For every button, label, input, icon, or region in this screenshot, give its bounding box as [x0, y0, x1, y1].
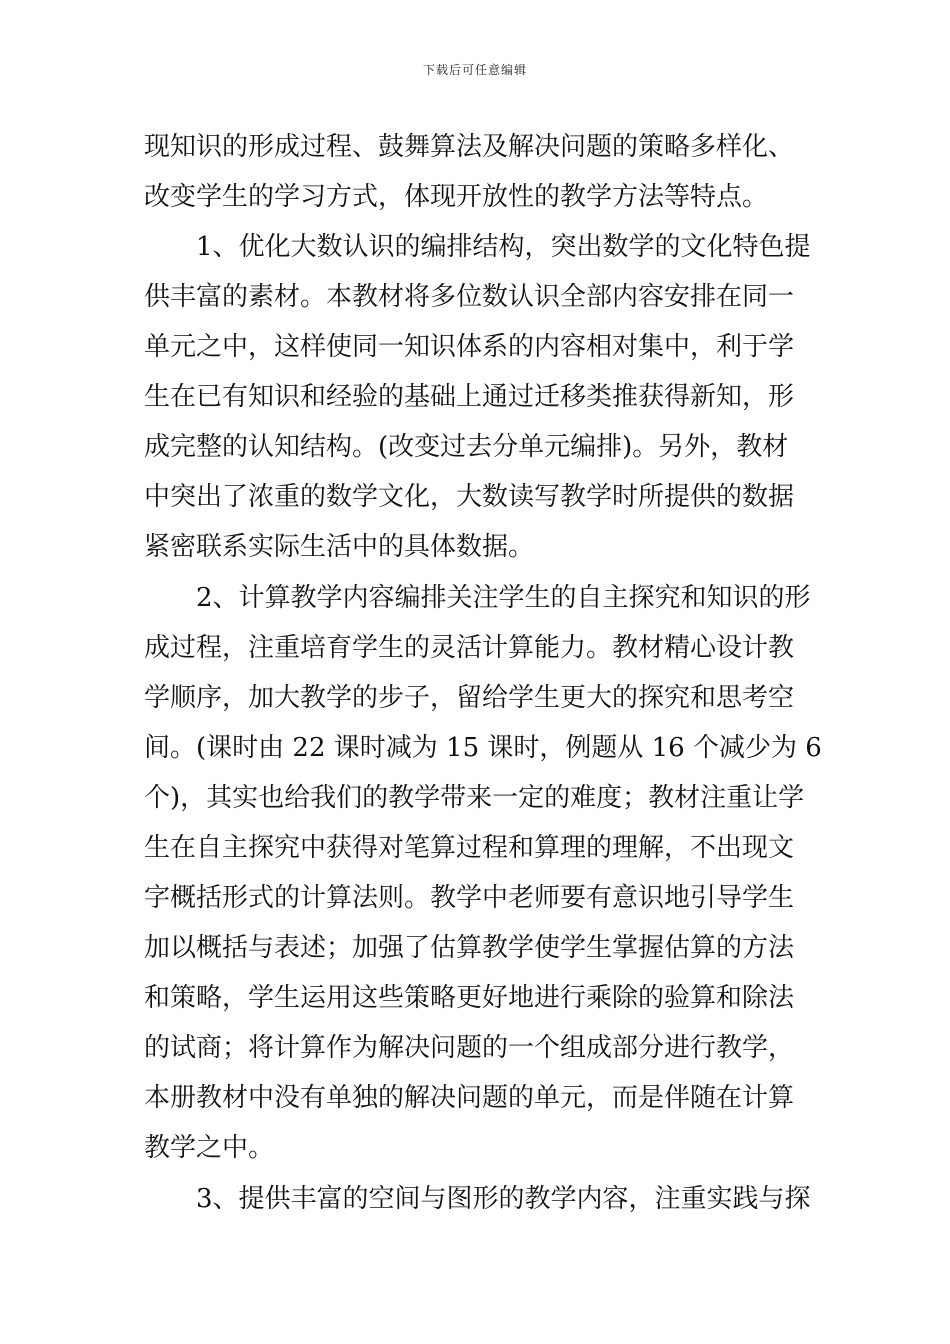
text-line: 紧密联系实际生活中的具体数据。	[144, 532, 535, 562]
page-header-note: 下载后可任意编辑	[422, 63, 527, 77]
text-line: 的试商；将计算作为解决问题的一个组成部分进行教学，	[144, 1033, 795, 1063]
text-line: 单元之中，这样使同一知识体系的内容相对集中，利于学	[144, 332, 795, 362]
text-line: 和策略，学生运用这些策略更好地进行乘除的验算和除法	[144, 983, 795, 1013]
text-line: 现知识的形成过程、鼓舞算法及解决问题的策略多样化、	[144, 132, 795, 162]
text-line: 间。(课时由 22 课时减为 15 课时，例题从 16 个减少为 6	[144, 733, 822, 763]
text-line: 生在已有知识和经验的基础上通过迁移类推获得新知，形	[144, 382, 795, 412]
text-line: 学顺序，加大教学的步子，留给学生更大的探究和思考空	[144, 683, 795, 713]
text-line: 成完整的认知结构。(改变过去分单元编排)。另外，教材	[144, 432, 789, 462]
text-line: 供丰富的素材。本教材将多位数认识全部内容安排在同一	[144, 282, 795, 312]
text-line: 中突出了浓重的数学文化，大数读写教学时所提供的数据	[144, 482, 795, 512]
text-line: 加以概括与表述；加强了估算教学使学生掌握估算的方法	[144, 933, 795, 963]
text-line: 个)，其实也给我们的教学带来一定的难度；教材注重让学	[144, 783, 805, 813]
text-line: 成过程，注重培育学生的灵活计算能力。教材精心设计教	[144, 633, 795, 663]
paragraph-1-start: 1、优化大数认识的编排结构，突出数学的文化特色提	[196, 232, 811, 262]
text-line: 改变学生的学习方式，体现开放性的教学方法等特点。	[144, 182, 769, 212]
paragraph-3-start: 3、提供丰富的空间与图形的教学内容，注重实践与探	[196, 1184, 811, 1214]
text-line: 教学之中。	[144, 1133, 275, 1163]
text-line: 生在自主探究中获得对笔算过程和算理的理解，不出现文	[144, 833, 795, 863]
text-line: 字概括形式的计算法则。教学中老师要有意识地引导学生	[144, 883, 795, 913]
paragraph-2-start: 2、计算教学内容编排关注学生的自主探究和知识的形	[196, 583, 811, 613]
text-line: 本册教材中没有单独的解决问题的单元，而是伴随在计算	[144, 1083, 795, 1113]
